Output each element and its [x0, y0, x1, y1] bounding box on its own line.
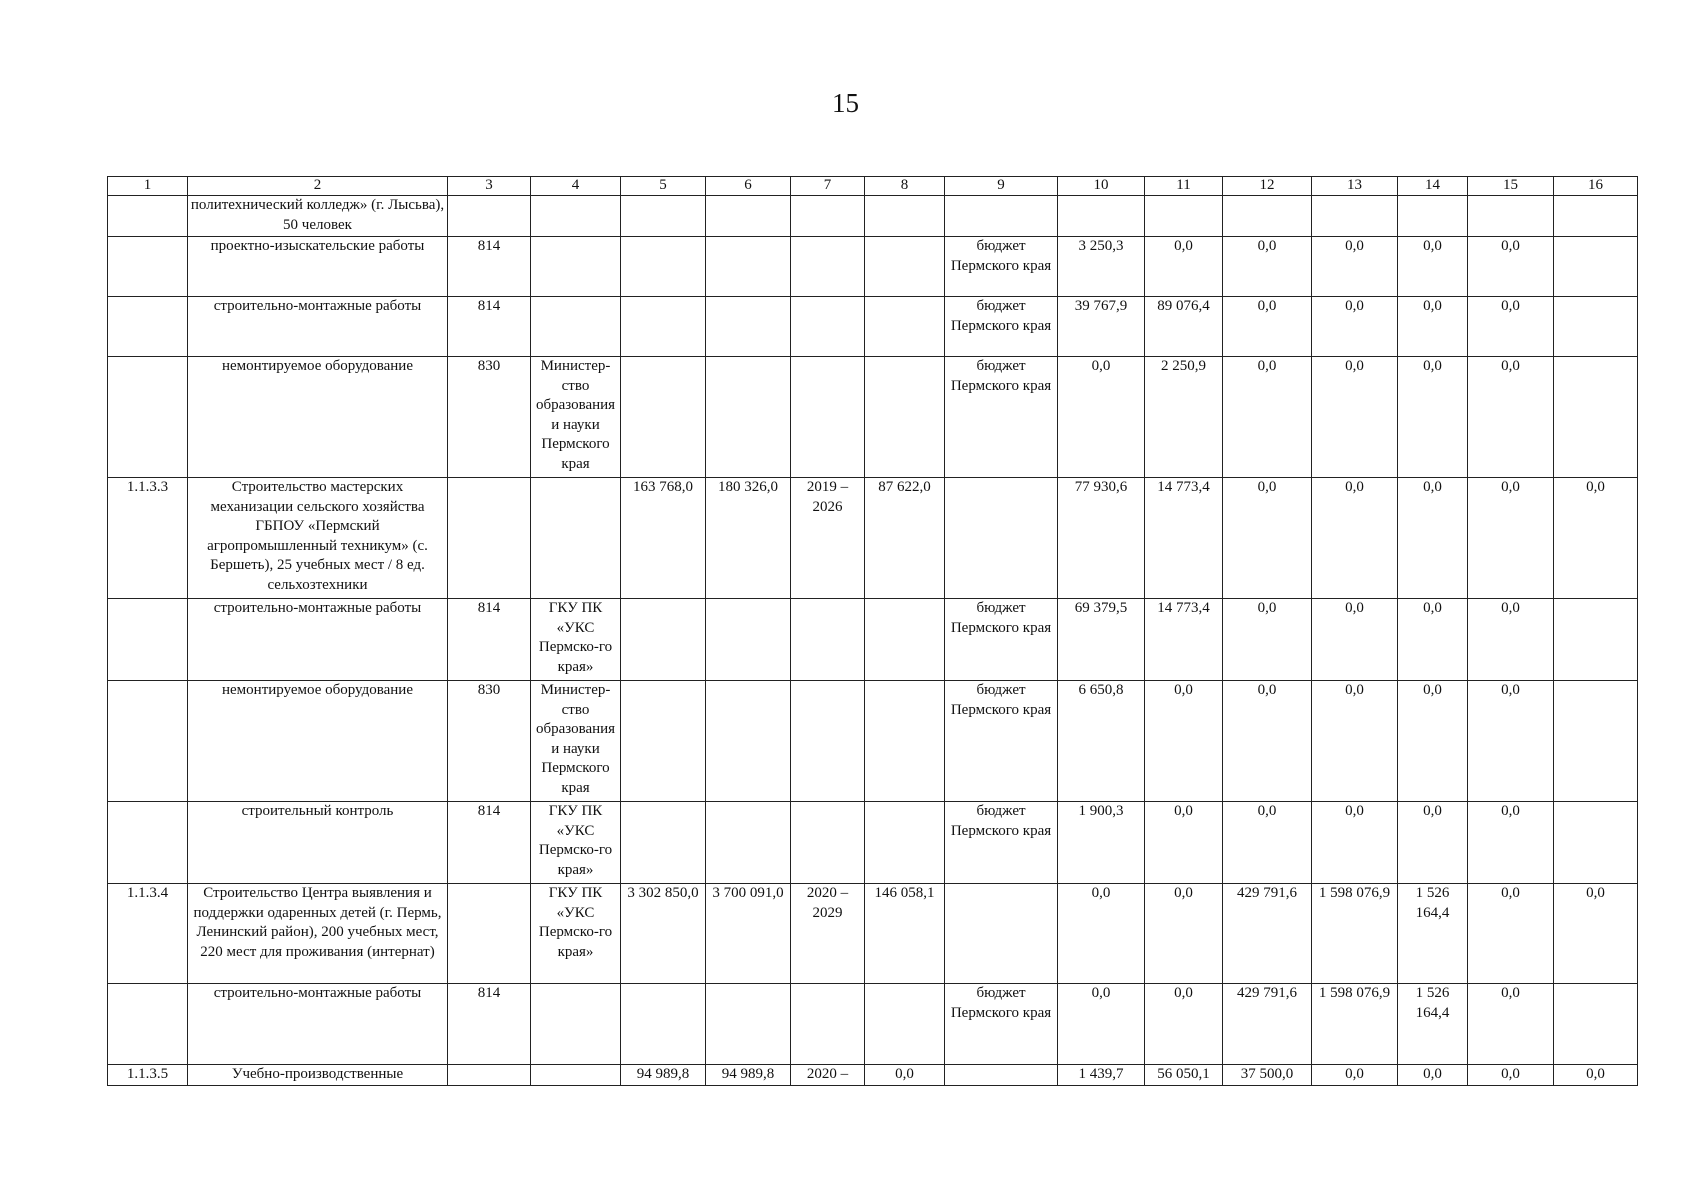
table-cell-col-9: бюджет Пермского края — [945, 357, 1058, 478]
table-row — [108, 478, 1638, 599]
table-cell-col-13: 0,0 — [1312, 599, 1398, 681]
table-cell-col-1 — [108, 681, 188, 802]
table-cell-col-16 — [1554, 984, 1638, 1065]
table-cell-col-3 — [448, 1065, 531, 1086]
table-cell-col-14: 0,0 — [1398, 237, 1468, 297]
table-cell-col-13: 0,0 — [1312, 802, 1398, 884]
table-cell-col-13: 1 598 076,9 — [1312, 884, 1398, 984]
table-cell-col-10: 1 439,7 — [1058, 1065, 1145, 1086]
table-cell-col-15: 0,0 — [1468, 802, 1554, 884]
table-cell-col-10: 6 650,8 — [1058, 681, 1145, 802]
table-cell-col-3: 830 — [448, 357, 531, 478]
table-cell-col-16 — [1554, 357, 1638, 478]
table-cell-col-3 — [448, 478, 531, 599]
table-cell-col-5 — [621, 681, 706, 802]
table-cell-col-3: 814 — [448, 297, 531, 357]
header-cell: 2 — [188, 177, 448, 196]
table-cell-col-1 — [108, 802, 188, 884]
table-cell-col-6 — [706, 984, 791, 1065]
table-cell-col-4 — [531, 237, 621, 297]
table-cell-col-1 — [108, 237, 188, 297]
table-cell-col-8 — [865, 237, 945, 297]
table-cell-col-9 — [945, 884, 1058, 984]
header-cell: 8 — [865, 177, 945, 196]
table-cell-col-4: ГКУ ПК «УКС Пермско-го края» — [531, 802, 621, 884]
table-cell-col-10: 0,0 — [1058, 357, 1145, 478]
table-cell-col-9: бюджет Пермского края — [945, 599, 1058, 681]
table-cell-col-5 — [621, 297, 706, 357]
table-cell-col-3: 814 — [448, 237, 531, 297]
table-row — [108, 984, 1638, 1065]
table-cell-col-14: 1 526 164,4 — [1398, 984, 1468, 1065]
table-cell-col-14: 0,0 — [1398, 599, 1468, 681]
table-row — [108, 802, 1638, 884]
table-cell-col-12: 0,0 — [1223, 357, 1312, 478]
table-cell-col-8: 146 058,1 — [865, 884, 945, 984]
table-cell-col-13: 0,0 — [1312, 681, 1398, 802]
table-cell-col-13: 1 598 076,9 — [1312, 984, 1398, 1065]
table-cell-col-6 — [706, 297, 791, 357]
table-cell-col-4: Министер-ство образования и науки Пермского края — [531, 681, 621, 802]
table-cell-col-16: 0,0 — [1554, 478, 1638, 599]
table-cell-col-5 — [621, 357, 706, 478]
table-cell-col-2: Учебно-производственные — [188, 1065, 448, 1086]
table-cell-col-9 — [945, 1065, 1058, 1086]
table-cell-col-7: 2020 – — [791, 1065, 865, 1086]
table-cell-col-11: 0,0 — [1145, 884, 1223, 984]
table-cell-col-11: 0,0 — [1145, 681, 1223, 802]
table-cell-col-8 — [865, 802, 945, 884]
table-cell-col-11: 89 076,4 — [1145, 297, 1223, 357]
table-cell-col-4 — [531, 297, 621, 357]
table-cell-col-4 — [531, 984, 621, 1065]
header-cell: 5 — [621, 177, 706, 196]
table-cell-col-14: 0,0 — [1398, 297, 1468, 357]
header-cell: 9 — [945, 177, 1058, 196]
table-cell-col-10: 0,0 — [1058, 984, 1145, 1065]
table-row — [108, 681, 1638, 802]
table-cell-col-15: 0,0 — [1468, 681, 1554, 802]
header-cell: 11 — [1145, 177, 1223, 196]
table-cell-col-6: 3 700 091,0 — [706, 884, 791, 984]
table-cell-col-16 — [1554, 237, 1638, 297]
table-cell-col-15: 0,0 — [1468, 297, 1554, 357]
table-cell-col-2: строительно-монтажные работы — [188, 599, 448, 681]
table-cell-col-7 — [791, 297, 865, 357]
table-cell-col-5 — [621, 984, 706, 1065]
table-cell-col-14: 0,0 — [1398, 802, 1468, 884]
table-cell-col-13: 0,0 — [1312, 357, 1398, 478]
table-cell-col-8 — [865, 599, 945, 681]
table-cell-col-6: 94 989,8 — [706, 1065, 791, 1086]
table-cell-col-7 — [791, 196, 865, 237]
table-cell-col-11 — [1145, 196, 1223, 237]
table-cell-col-1: 1.1.3.5 — [108, 1065, 188, 1086]
table-cell-col-3: 830 — [448, 681, 531, 802]
table-cell-col-15: 0,0 — [1468, 478, 1554, 599]
table-cell-col-16: 0,0 — [1554, 1065, 1638, 1086]
table-cell-col-16 — [1554, 196, 1638, 237]
table-cell-col-1: 1.1.3.4 — [108, 884, 188, 984]
table-cell-col-10: 0,0 — [1058, 884, 1145, 984]
table-cell-col-16: 0,0 — [1554, 884, 1638, 984]
table-cell-col-5: 163 768,0 — [621, 478, 706, 599]
table-cell-col-5 — [621, 802, 706, 884]
table-cell-col-2: Строительство мастерских механизации сельского хозяйства ГБПОУ «Пермский агропромышленный техникум» (с. Бершеть), 25 учебных мест / 8 ед. сельхозтехники — [188, 478, 448, 599]
table-cell-col-8 — [865, 984, 945, 1065]
header-cell: 13 — [1312, 177, 1398, 196]
table-cell-col-1 — [108, 599, 188, 681]
header-cell: 1 — [108, 177, 188, 196]
header-cell: 3 — [448, 177, 531, 196]
table-cell-col-15: 0,0 — [1468, 884, 1554, 984]
table-cell-col-1 — [108, 196, 188, 237]
table-cell-col-16 — [1554, 802, 1638, 884]
table-cell-col-2: проектно-изыскательские работы — [188, 237, 448, 297]
table-cell-col-1: 1.1.3.3 — [108, 478, 188, 599]
header-cell: 7 — [791, 177, 865, 196]
table-cell-col-14 — [1398, 196, 1468, 237]
table-cell-col-15: 0,0 — [1468, 357, 1554, 478]
table-row — [108, 297, 1638, 357]
table-cell-col-12: 429 791,6 — [1223, 984, 1312, 1065]
table-cell-col-10: 39 767,9 — [1058, 297, 1145, 357]
table-cell-col-12: 0,0 — [1223, 599, 1312, 681]
table-cell-col-8 — [865, 297, 945, 357]
table-cell-col-9: бюджет Пермского края — [945, 802, 1058, 884]
table-cell-col-16 — [1554, 599, 1638, 681]
table-cell-col-12 — [1223, 196, 1312, 237]
table-cell-col-4: ГКУ ПК «УКС Пермско-го края» — [531, 884, 621, 984]
table-cell-col-3: 814 — [448, 802, 531, 884]
table-cell-col-2: немонтируемое оборудование — [188, 681, 448, 802]
table-cell-col-13: 0,0 — [1312, 297, 1398, 357]
table-cell-col-9: бюджет Пермского края — [945, 297, 1058, 357]
table-cell-col-16 — [1554, 297, 1638, 357]
table-cell-col-8 — [865, 196, 945, 237]
budget-table — [107, 176, 1638, 1086]
table-cell-col-8 — [865, 681, 945, 802]
table-cell-col-3 — [448, 884, 531, 984]
table-cell-col-16 — [1554, 681, 1638, 802]
table-cell-col-9 — [945, 478, 1058, 599]
header-cell: 14 — [1398, 177, 1468, 196]
table-cell-col-4: ГКУ ПК «УКС Пермско-го края» — [531, 599, 621, 681]
table-cell-col-5 — [621, 599, 706, 681]
table-cell-col-14: 1 526 164,4 — [1398, 884, 1468, 984]
table-cell-col-7 — [791, 802, 865, 884]
table-cell-col-11: 2 250,9 — [1145, 357, 1223, 478]
table-cell-col-2: строительный контроль — [188, 802, 448, 884]
table-cell-col-4 — [531, 196, 621, 237]
table-cell-col-6 — [706, 681, 791, 802]
table-cell-col-8: 87 622,0 — [865, 478, 945, 599]
header-cell: 10 — [1058, 177, 1145, 196]
table-cell-col-6 — [706, 802, 791, 884]
table-cell-col-6 — [706, 237, 791, 297]
table-cell-col-1 — [108, 984, 188, 1065]
table-cell-col-1 — [108, 297, 188, 357]
table-cell-col-9: бюджет Пермского края — [945, 984, 1058, 1065]
table-row — [108, 196, 1638, 237]
table-row — [108, 1065, 1638, 1086]
table-cell-col-14: 0,0 — [1398, 1065, 1468, 1086]
table-row — [108, 599, 1638, 681]
table-cell-col-2: немонтируемое оборудование — [188, 357, 448, 478]
table-cell-col-7 — [791, 599, 865, 681]
table-cell-col-7 — [791, 357, 865, 478]
table-cell-col-3 — [448, 196, 531, 237]
table-cell-col-11: 0,0 — [1145, 984, 1223, 1065]
table-cell-col-11: 0,0 — [1145, 802, 1223, 884]
table-cell-col-12: 0,0 — [1223, 237, 1312, 297]
table-cell-col-7: 2020 – 2029 — [791, 884, 865, 984]
table-cell-col-11: 56 050,1 — [1145, 1065, 1223, 1086]
table-cell-col-9: бюджет Пермского края — [945, 237, 1058, 297]
table-cell-col-13: 0,0 — [1312, 478, 1398, 599]
table-cell-col-6 — [706, 599, 791, 681]
table-cell-col-12: 37 500,0 — [1223, 1065, 1312, 1086]
table-cell-col-10: 77 930,6 — [1058, 478, 1145, 599]
table-cell-col-3: 814 — [448, 599, 531, 681]
table-cell-col-15: 0,0 — [1468, 1065, 1554, 1086]
table-cell-col-7 — [791, 984, 865, 1065]
table-cell-col-10: 3 250,3 — [1058, 237, 1145, 297]
table-cell-col-4 — [531, 1065, 621, 1086]
header-cell: 16 — [1554, 177, 1638, 196]
header-row — [108, 177, 1638, 196]
table-cell-col-12: 0,0 — [1223, 802, 1312, 884]
table-cell-col-14: 0,0 — [1398, 357, 1468, 478]
table-cell-col-6 — [706, 357, 791, 478]
table-cell-col-5: 3 302 850,0 — [621, 884, 706, 984]
table-row — [108, 884, 1638, 984]
table-cell-col-12: 429 791,6 — [1223, 884, 1312, 984]
table-cell-col-4: Министер-ство образования и науки Пермского края — [531, 357, 621, 478]
table-cell-col-7: 2019 – 2026 — [791, 478, 865, 599]
table-row — [108, 237, 1638, 297]
header-cell: 6 — [706, 177, 791, 196]
table-cell-col-2: строительно-монтажные работы — [188, 297, 448, 357]
table-cell-col-3: 814 — [448, 984, 531, 1065]
table-cell-col-12: 0,0 — [1223, 478, 1312, 599]
table-cell-col-7 — [791, 681, 865, 802]
page-number: 15 — [832, 88, 859, 118]
table-cell-col-9 — [945, 196, 1058, 237]
table-cell-col-13: 0,0 — [1312, 1065, 1398, 1086]
table-cell-col-5 — [621, 196, 706, 237]
header-cell: 4 — [531, 177, 621, 196]
table-cell-col-9: бюджет Пермского края — [945, 681, 1058, 802]
table-cell-col-6: 180 326,0 — [706, 478, 791, 599]
table-cell-col-13 — [1312, 196, 1398, 237]
table-cell-col-12: 0,0 — [1223, 297, 1312, 357]
table-cell-col-10 — [1058, 196, 1145, 237]
table-cell-col-2: строительно-монтажные работы — [188, 984, 448, 1065]
table-cell-col-12: 0,0 — [1223, 681, 1312, 802]
table-cell-col-8: 0,0 — [865, 1065, 945, 1086]
table-cell-col-1 — [108, 357, 188, 478]
header-cell: 12 — [1223, 177, 1312, 196]
table-cell-col-11: 14 773,4 — [1145, 478, 1223, 599]
header-cell: 15 — [1468, 177, 1554, 196]
table-cell-col-15: 0,0 — [1468, 237, 1554, 297]
table-cell-col-2: политехнический колледж» (г. Лысьва), 50 человек — [188, 196, 448, 237]
table-cell-col-11: 14 773,4 — [1145, 599, 1223, 681]
table-cell-col-8 — [865, 357, 945, 478]
table-cell-col-10: 69 379,5 — [1058, 599, 1145, 681]
table-cell-col-5: 94 989,8 — [621, 1065, 706, 1086]
table-row — [108, 357, 1638, 478]
table-cell-col-4 — [531, 478, 621, 599]
table-cell-col-7 — [791, 237, 865, 297]
table-cell-col-13: 0,0 — [1312, 237, 1398, 297]
table-cell-col-15: 0,0 — [1468, 599, 1554, 681]
table-cell-col-10: 1 900,3 — [1058, 802, 1145, 884]
table-cell-col-15: 0,0 — [1468, 984, 1554, 1065]
table-cell-col-15 — [1468, 196, 1554, 237]
table-cell-col-2: Строительство Центра выявления и поддержки одаренных детей (г. Пермь, Ленинский район), 200 учебных мест, 220 мест для проживания (интернат) — [188, 884, 448, 984]
table-cell-col-14: 0,0 — [1398, 681, 1468, 802]
table-cell-col-11: 0,0 — [1145, 237, 1223, 297]
table-cell-col-14: 0,0 — [1398, 478, 1468, 599]
table-cell-col-5 — [621, 237, 706, 297]
table-cell-col-6 — [706, 196, 791, 237]
